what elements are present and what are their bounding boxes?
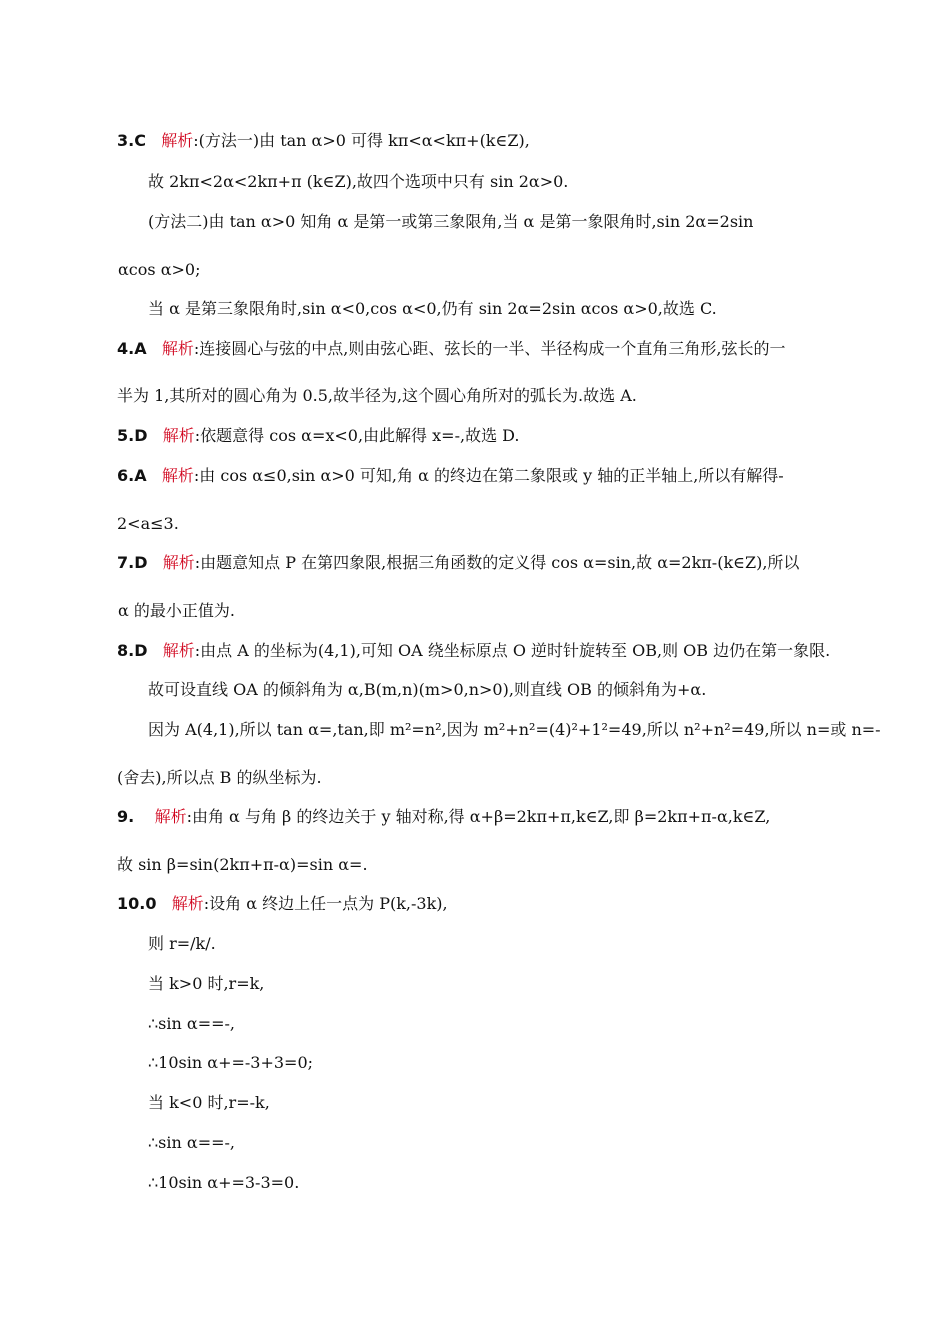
item-text: 故 sin β=sin(2kπ+π-α)=sin α=. (117, 855, 368, 874)
item-text: (方法二)由 tan α>0 知角 α 是第一或第三象限角,当 α 是第一象限角时,sin 2α=2sin (148, 212, 754, 231)
item-text: 由 cos α≤0,sin α>0 可知,角 α 的终边在第二象限或 y 轴的正半轴上,所以有解得- (199, 466, 784, 485)
analysis-label: 解析 (162, 426, 195, 445)
item-text: 2<a≤3. (117, 514, 179, 533)
item-number: 4.A (117, 339, 147, 358)
item-text: 半为 1,其所对的圆心角为 0.5,故半径为,这个圆心角所对的弧长为.故选 A. (117, 386, 637, 405)
item-text: 则 r=/k/. (148, 934, 216, 953)
analysis-label: 解析 (161, 466, 194, 485)
item-text: 故可设直线 OA 的倾斜角为 α,B(m,n)(m>0,n>0),则直线 OB 的倾斜角为+α. (148, 680, 707, 699)
analysis-label: 解析 (161, 339, 194, 358)
analysis-label: 解析 (161, 131, 194, 150)
item-text: 连接圆心与弦的中点,则由弦心距、弦长的一半、半径构成一个直角三角形,弦长的一 (199, 339, 786, 358)
item-number: 10.0 (117, 894, 157, 913)
analysis-label: 解析 (162, 641, 195, 660)
analysis-label: 解析 (154, 807, 187, 826)
item-9: 9. 解析:由角 α 与角 β 的终边关于 y 轴对称,得 α+β=2kπ+π,k∈Z,即 β=2kπ+π-α,k∈Z, (117, 807, 771, 826)
item-8: 8.D 解析:由点 A 的坐标为(4,1),可知 OA 绕坐标原点 O 逆时针旋转至 OB,则 OB 边仍在第一象限. (117, 641, 831, 660)
item-7: 7.D 解析:由题意知点 P 在第四象限,根据三角函数的定义得 cos α=sin,故 α=2kπ-(k∈Z),所以 (117, 553, 800, 572)
item-text: 由点 A 的坐标为(4,1),可知 OA 绕坐标原点 O 逆时针旋转至 OB,则 OB 边仍在第一象限. (200, 641, 831, 660)
analysis-label: 解析 (162, 553, 195, 572)
item-3: 3.C 解析:(方法一)由 tan α>0 可得 kπ<α<kπ+(k∈Z), (117, 131, 530, 150)
item-text: 当 k<0 时,r=-k, (148, 1093, 270, 1112)
item-text: 由角 α 与角 β 的终边关于 y 轴对称,得 α+β=2kπ+π,k∈Z,即 β=2kπ+π-α,k∈Z, (191, 807, 771, 826)
item-text: 由题意知点 P 在第四象限,根据三角函数的定义得 cos α=sin,故 α=2kπ-(k∈Z),所以 (200, 553, 800, 572)
item-text: (方法一)由 tan α>0 可得 kπ<α<kπ+(k∈Z), (198, 131, 530, 150)
item-text: 当 k>0 时,r=k, (148, 974, 265, 993)
item-text: (舍去),所以点 B 的纵坐标为. (117, 768, 322, 787)
item-text: ∴10sin α+=-3+3=0; (148, 1053, 314, 1072)
item-text: 因为 A(4,1),所以 tan α=,tan,即 m²=n²,因为 m²+n²=(4)²+1²=49,所以 n²+n²=49,所以 n=或 n=- (148, 720, 881, 739)
item-text: ∴sin α==-, (148, 1014, 236, 1033)
item-number: 6.A (117, 466, 147, 485)
item-4: 4.A 解析:连接圆心与弦的中点,则由弦心距、弦长的一半、半径构成一个直角三角形,弦长的一 (117, 339, 786, 358)
analysis-label: 解析 (171, 894, 204, 913)
item-10: 10.0 解析:设角 α 终边上任一点为 P(k,-3k), (117, 894, 448, 913)
item-number: 3.C (117, 131, 146, 150)
item-text: ∴10sin α+=3-3=0. (148, 1173, 300, 1192)
item-6: 6.A 解析:由 cos α≤0,sin α>0 可知,角 α 的终边在第二象限或 y 轴的正半轴上,所以有解得- (117, 466, 784, 485)
item-text: α 的最小正值为. (118, 601, 235, 620)
item-text: 故 2kπ<2α<2kπ+π (k∈Z),故四个选项中只有 sin 2α>0. (148, 172, 569, 191)
item-text: αcos α>0; (118, 260, 201, 279)
item-text: ∴sin α==-, (148, 1133, 236, 1152)
item-number: 9. (117, 807, 135, 826)
item-number: 5.D (117, 426, 148, 445)
item-number: 8.D (117, 641, 148, 660)
item-text: 当 α 是第三象限角时,sin α<0,cos α<0,仍有 sin 2α=2sin αcos α>0,故选 C. (148, 299, 717, 318)
item-text: 设角 α 终边上任一点为 P(k,-3k), (209, 894, 448, 913)
item-5: 5.D 解析:依题意得 cos α=x<0,由此解得 x=-,故选 D. (117, 426, 520, 445)
item-number: 7.D (117, 553, 148, 572)
item-text: 依题意得 cos α=x<0,由此解得 x=-,故选 D. (200, 426, 520, 445)
